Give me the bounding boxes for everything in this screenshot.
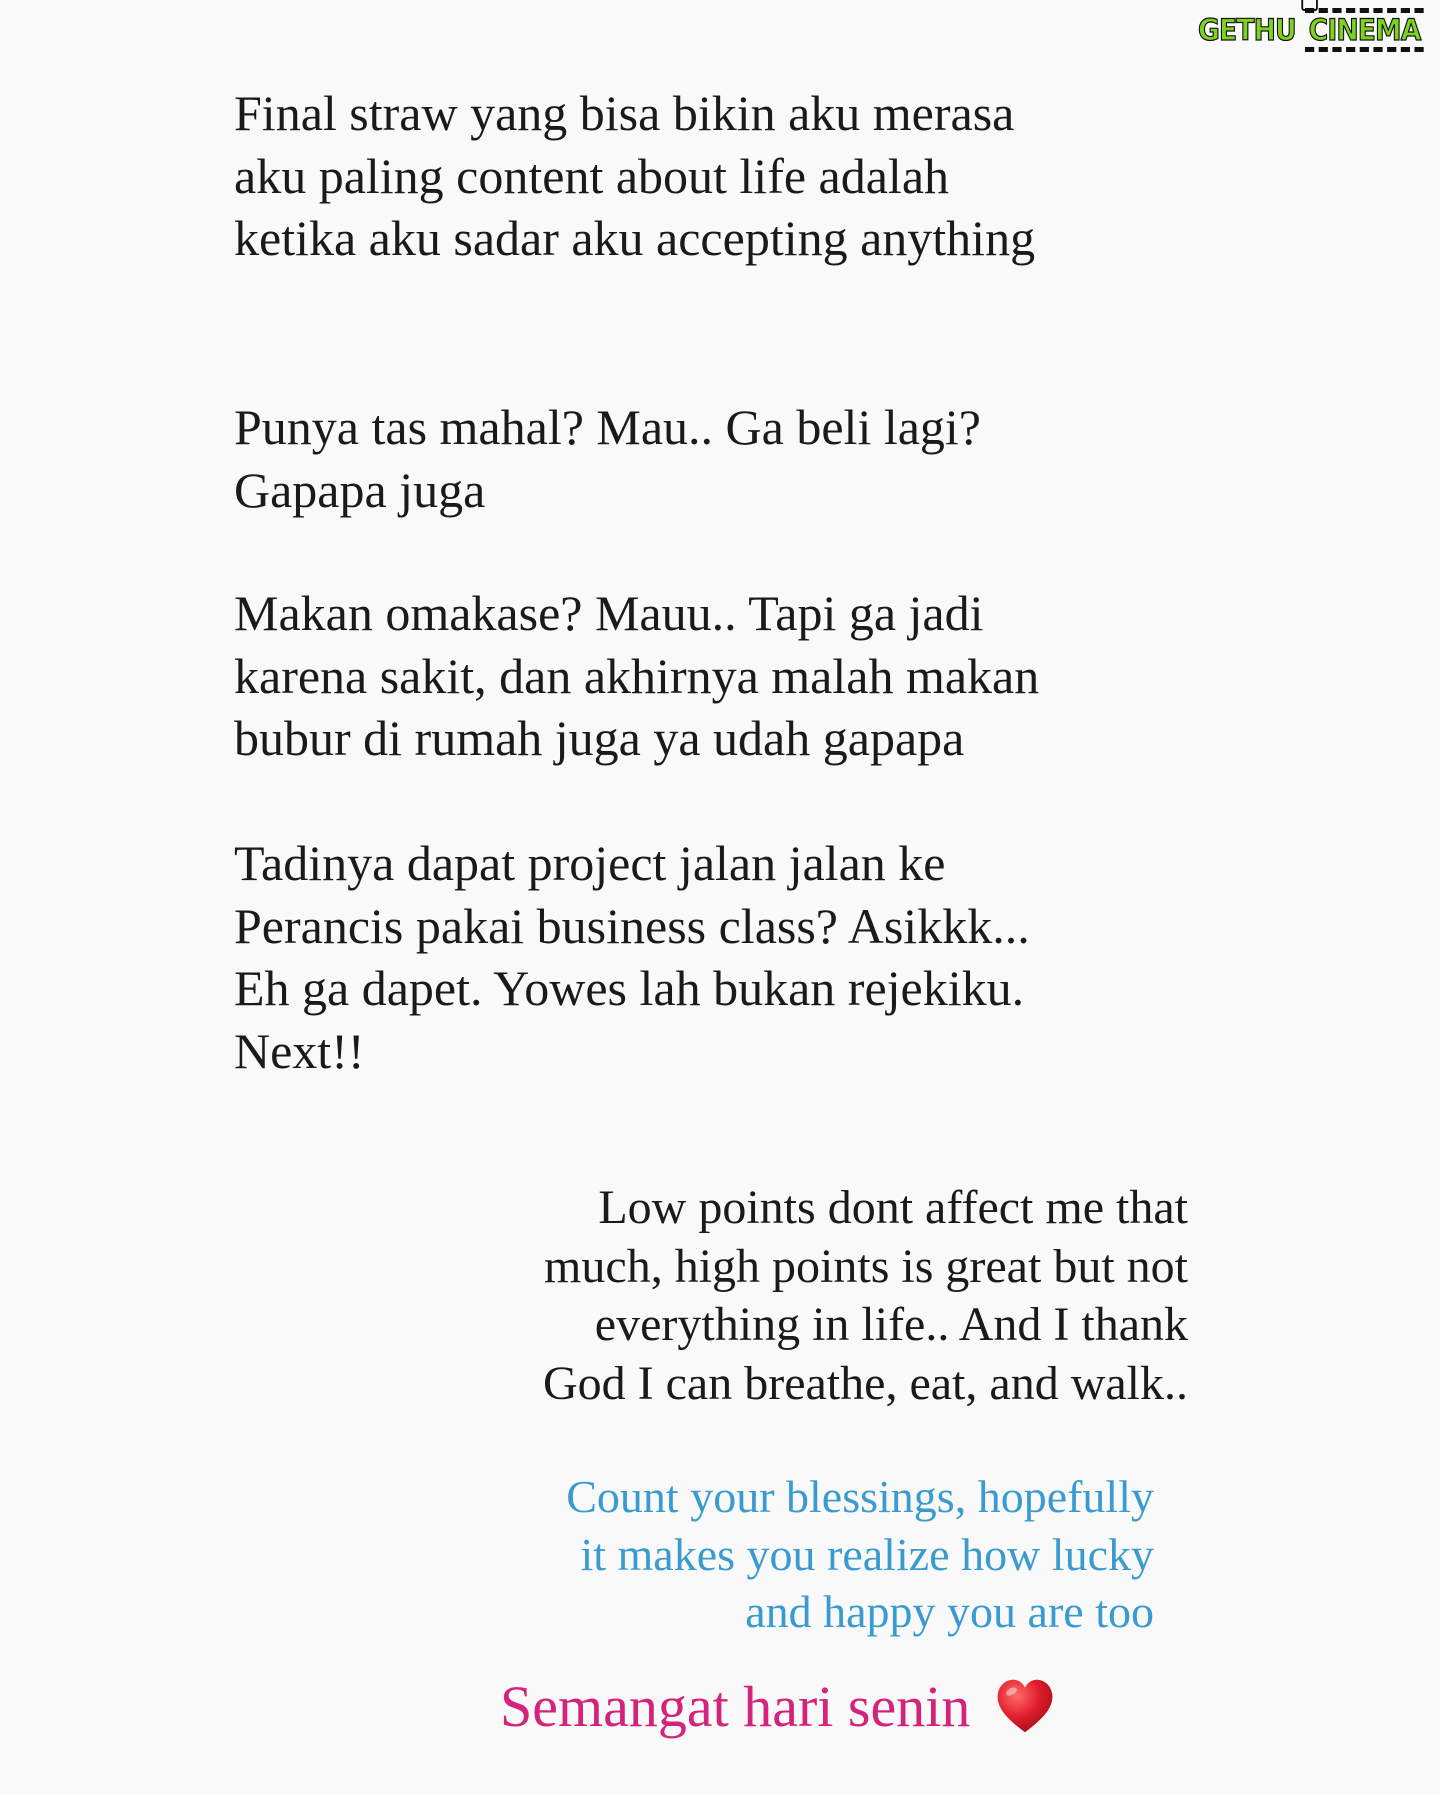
paragraph-line: bubur di rumah juga ya udah gapapa: [234, 710, 965, 766]
paragraph-line: Low points dont affect me that: [598, 1181, 1188, 1234]
paragraph-line: God I can breathe, eat, and walk..: [542, 1356, 1188, 1410]
paragraph-project: [234, 832, 1030, 1082]
paragraph-line: Punya tas mahal? Mau.. Ga beli lagi?: [234, 399, 981, 455]
paragraph-low-points: [543, 1179, 1188, 1413]
paragraph-blessings: [566, 1468, 1154, 1641]
paragraph-omakase: [234, 582, 1039, 770]
watermark-right-label: CINEMA: [1308, 13, 1420, 47]
paragraph-line: Makan omakase? Mauu.. Tapi ga jadi: [234, 585, 984, 641]
paragraph-line: Count your blessings, hopefully: [566, 1471, 1154, 1522]
paragraph-line: Perancis pakai business class? Asikkk...: [234, 897, 1030, 954]
camera-icon: [1301, 0, 1318, 11]
paragraph-intro: [234, 82, 1035, 270]
paragraph-line: everything in life.. And I thank: [594, 1298, 1188, 1351]
paragraph-line: much, high points is great but not: [544, 1239, 1188, 1293]
paragraph-line: and happy you are too: [745, 1586, 1154, 1637]
closing-line: [500, 1672, 1056, 1742]
paragraph-line: Final straw yang bisa bikin aku merasa: [234, 85, 1015, 141]
paragraph-line: it makes you realize how lucky: [580, 1528, 1154, 1580]
paragraph-line: Next!!: [234, 1022, 365, 1079]
watermark-right-text: [1305, 8, 1424, 52]
paragraph-line: Gapapa juga: [234, 461, 486, 518]
red-heart-icon: [994, 1676, 1056, 1738]
paragraph-line: ketika aku sadar aku accepting anything: [234, 210, 1036, 266]
closing-text: Semangat hari senin: [500, 1674, 971, 1739]
watermark-logo: [1198, 10, 1434, 50]
paragraph-line: karena sakit, dan akhirnya malah makan: [234, 647, 1040, 704]
paragraph-line: Tadinya dapat project jalan jalan ke: [234, 835, 946, 891]
watermark-left-text: GETHU: [1198, 13, 1297, 47]
paragraph-bag: [234, 396, 981, 521]
paragraph-line: aku paling content about life adalah: [234, 147, 950, 204]
paragraph-line: Eh ga dapet. Yowes lah bukan rejekiku.: [234, 960, 1025, 1016]
